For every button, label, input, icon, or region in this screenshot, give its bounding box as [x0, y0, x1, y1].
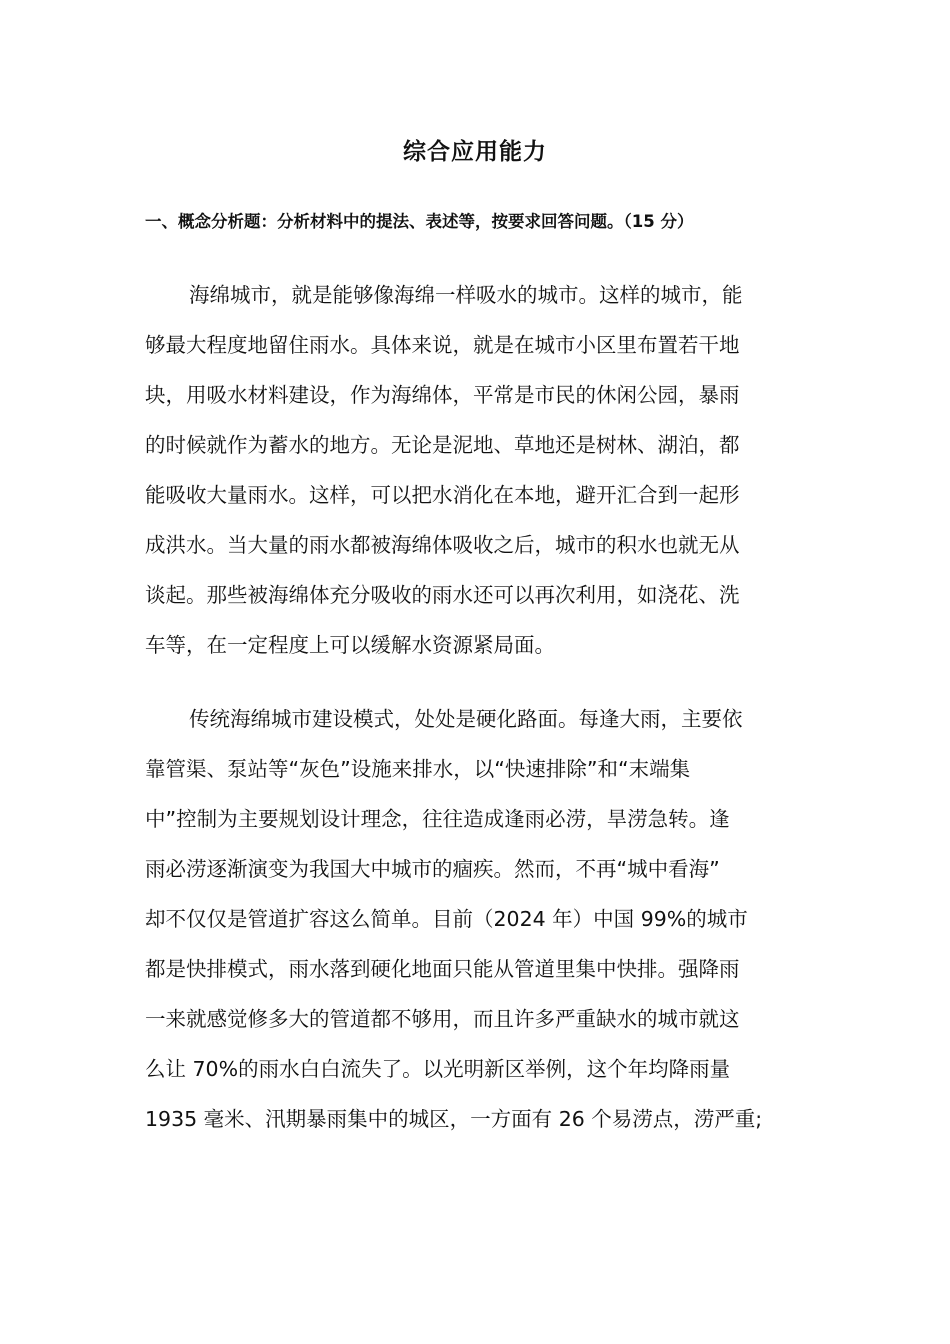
page-title: 综合应用能力	[403, 139, 547, 165]
paragraph-line: 中”控制为主要规划设计理念，往往造成逢雨必涝，旱涝急转。逢	[145, 807, 730, 831]
section-heading: 一、概念分析题：分析材料中的提法、表述等，按要求回答问题。（15 分）	[145, 212, 694, 231]
paragraph-line: 都是快排模式，雨水落到硬化地面只能从管道里集中快排。强降雨	[145, 957, 740, 981]
paragraph-line: 却不仅仅是管道扩容这么简单。目前（2024 年）中国 99%的城市	[145, 907, 748, 931]
paragraph-line: 谈起。那些被海绵体充分吸收的雨水还可以再次利用，如浇花、洗	[145, 583, 740, 607]
paragraph-line: 雨必涝逐渐演变为我国大中城市的痼疾。然而，不再“城中看海”	[145, 857, 720, 881]
paragraph-line: 1935 毫米、汛期暴雨集中的城区，一方面有 26 个易涝点，涝严重;	[145, 1107, 763, 1131]
paragraph-line: 块，用吸水材料建设，作为海绵体，平常是市民的休闲公园，暴雨	[145, 383, 740, 407]
paragraph-traditional-mode	[145, 694, 795, 1144]
paragraph-line: 能吸收大量雨水。这样，可以把水消化在本地，避开汇合到一起形	[145, 483, 740, 507]
paragraph-line: 车等，在一定程度上可以缓解水资源紧局面。	[145, 633, 555, 657]
paragraph-line: 够最大程度地留住雨水。具体来说，就是在城市小区里布置若干地	[145, 333, 740, 357]
paragraph-line: 一来就感觉修多大的管道都不够用，而且许多严重缺水的城市就这	[145, 1007, 740, 1031]
paragraph-line: 传统海绵城市建设模式，处处是硬化路面。每逢大雨，主要依	[189, 707, 743, 731]
paragraph-line: 成洪水。当大量的雨水都被海绵体吸收之后，城市的积水也就无从	[145, 533, 740, 557]
paragraph-line: 靠管渠、泵站等“灰色”设施来排水，以“快速排除”和“末端集	[145, 757, 691, 781]
paragraph-sponge-city	[145, 270, 795, 670]
paragraph-line: 海绵城市，就是能够像海绵一样吸水的城市。这样的城市，能	[189, 283, 743, 307]
paragraph-line: 么让 70%的雨水白白流失了。以光明新区举例，这个年均降雨量	[145, 1057, 731, 1081]
paragraph-line: 的时候就作为蓄水的地方。无论是泥地、草地还是树林、湖泊，都	[145, 433, 740, 457]
